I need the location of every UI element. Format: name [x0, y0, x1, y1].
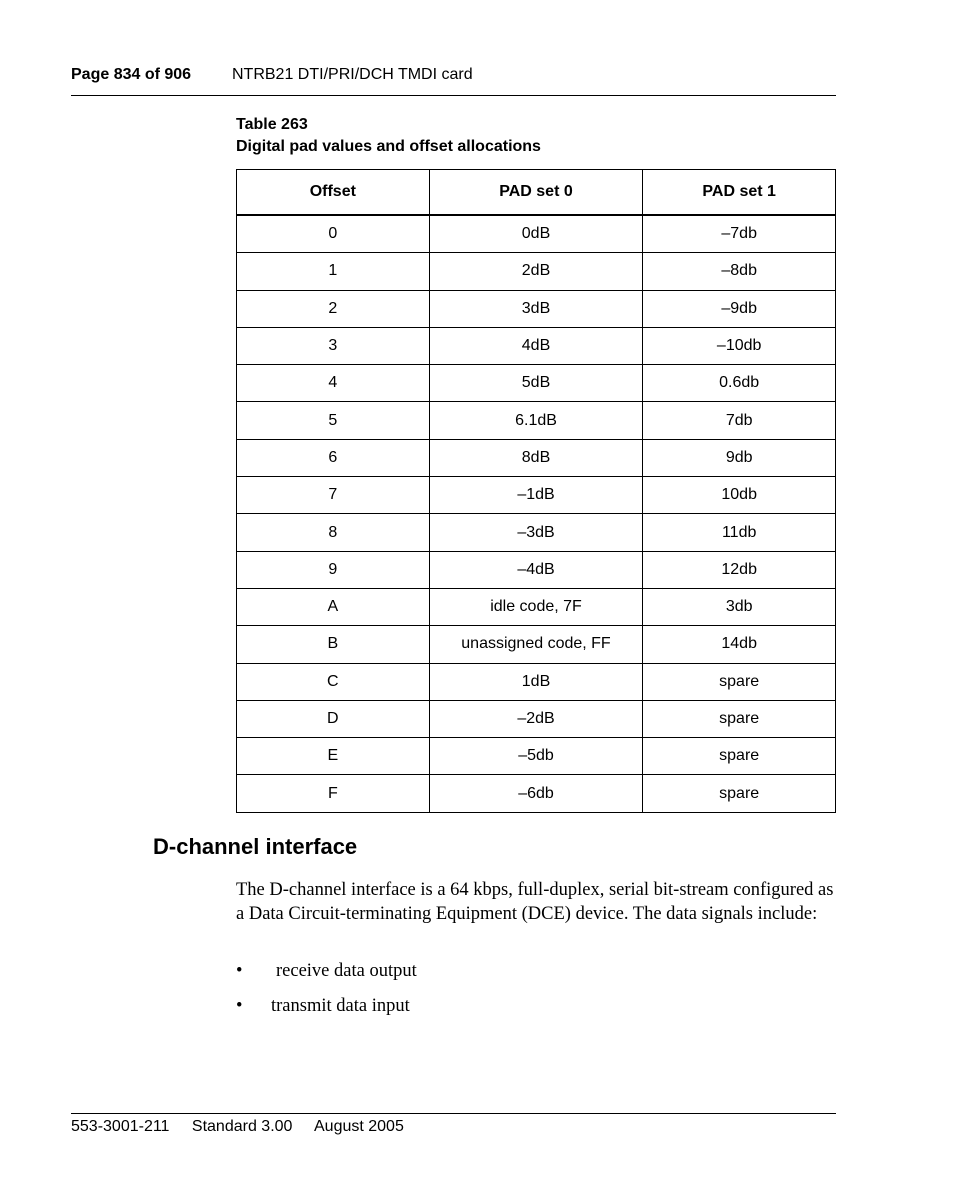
pad-set-1-cell: spare — [643, 775, 836, 812]
pad-set-0-cell: –1dB — [429, 477, 643, 514]
offset-cell: 5 — [237, 402, 430, 439]
offset-cell: 4 — [237, 365, 430, 402]
page-header — [71, 66, 473, 84]
offset-cell: 3 — [237, 327, 430, 364]
document-title: NTRB21 DTI/PRI/DCH TMDI card — [232, 66, 473, 83]
standard-version: Standard 3.00 — [191, 1118, 293, 1135]
table-row — [237, 327, 836, 364]
table-row — [237, 253, 836, 290]
offset-cell: 9 — [237, 551, 430, 588]
column-header-pad-set-0: PAD set 0 — [429, 170, 643, 216]
pad-set-0-cell: idle code, 7F — [429, 588, 643, 625]
table-title: Digital pad values and offset allocations — [236, 138, 541, 155]
footer-rule — [71, 1113, 836, 1114]
table-row — [237, 439, 836, 476]
pad-set-0-cell: 4dB — [429, 327, 643, 364]
pad-set-1-cell: –7db — [643, 215, 836, 253]
offset-cell: B — [237, 626, 430, 663]
section-paragraph: The D-channel interface is a 64 kbps, full-duplex, serial bit-stream configured as a Data Circuit-terminating Equipment (DCE) device. The data signals include: — [236, 880, 834, 924]
pad-set-0-cell: unassigned code, FF — [429, 626, 643, 663]
pad-set-1-cell: 9db — [643, 439, 836, 476]
offset-cell: C — [237, 663, 430, 700]
pad-values-table — [236, 169, 836, 813]
table-row — [237, 365, 836, 402]
pad-set-0-cell: –5db — [429, 738, 643, 775]
pad-set-1-cell: 0.6db — [643, 365, 836, 402]
pad-set-0-cell: 0dB — [429, 215, 643, 253]
table-row — [237, 626, 836, 663]
offset-cell: 0 — [237, 215, 430, 253]
pad-set-1-cell: 3db — [643, 588, 836, 625]
offset-cell: E — [237, 738, 430, 775]
pad-set-1-cell: spare — [643, 738, 836, 775]
offset-cell: F — [237, 775, 430, 812]
offset-cell: 8 — [237, 514, 430, 551]
pad-set-0-cell: –3dB — [429, 514, 643, 551]
table-number: Table 263 — [236, 116, 308, 133]
page-footer — [71, 1118, 422, 1136]
table-row — [237, 663, 836, 700]
list-item-text: receive data output — [276, 961, 417, 981]
table-row — [237, 588, 836, 625]
header-rule — [71, 95, 836, 96]
pad-set-0-cell: 5dB — [429, 365, 643, 402]
publication-date: August 2005 — [314, 1118, 404, 1135]
pad-set-1-cell: 7db — [643, 402, 836, 439]
pad-set-1-cell: –10db — [643, 327, 836, 364]
pad-set-0-cell: 2dB — [429, 253, 643, 290]
pad-set-0-cell: –2dB — [429, 700, 643, 737]
pad-set-1-cell: 10db — [643, 477, 836, 514]
pad-set-1-cell: –9db — [643, 290, 836, 327]
page-number: Page 834 of 906 — [71, 66, 192, 83]
table-row — [237, 290, 836, 327]
list-item-text: transmit data input — [271, 996, 410, 1016]
offset-cell: A — [237, 588, 430, 625]
pad-set-0-cell: 3dB — [429, 290, 643, 327]
table-header-row — [237, 170, 836, 216]
offset-cell: 7 — [237, 477, 430, 514]
table-row — [237, 738, 836, 775]
pad-set-0-cell: –6db — [429, 775, 643, 812]
bullet-icon: • — [236, 961, 243, 981]
section-heading: D-channel interface — [153, 834, 358, 859]
column-header-pad-set-1: PAD set 1 — [643, 170, 836, 216]
pad-set-1-cell: spare — [643, 700, 836, 737]
table-row — [237, 551, 836, 588]
pad-set-0-cell: 8dB — [429, 439, 643, 476]
table-row — [237, 477, 836, 514]
column-header-offset: Offset — [237, 170, 430, 216]
table-row — [237, 514, 836, 551]
offset-cell: D — [237, 700, 430, 737]
pad-set-0-cell: 1dB — [429, 663, 643, 700]
pad-set-1-cell: 14db — [643, 626, 836, 663]
pad-set-1-cell: 12db — [643, 551, 836, 588]
pad-set-0-cell: 6.1dB — [429, 402, 643, 439]
table-row — [237, 775, 836, 812]
offset-cell: 1 — [237, 253, 430, 290]
offset-cell: 6 — [237, 439, 430, 476]
table-row — [237, 700, 836, 737]
pad-set-1-cell: spare — [643, 663, 836, 700]
offset-cell: 2 — [237, 290, 430, 327]
pad-set-0-cell: –4dB — [429, 551, 643, 588]
table-caption — [236, 114, 541, 158]
pad-set-1-cell: 11db — [643, 514, 836, 551]
pad-set-1-cell: –8db — [643, 253, 836, 290]
bullet-icon: • — [236, 996, 243, 1016]
table-row — [237, 402, 836, 439]
document-number: 553-3001-211 — [71, 1118, 170, 1135]
table-row — [237, 215, 836, 253]
